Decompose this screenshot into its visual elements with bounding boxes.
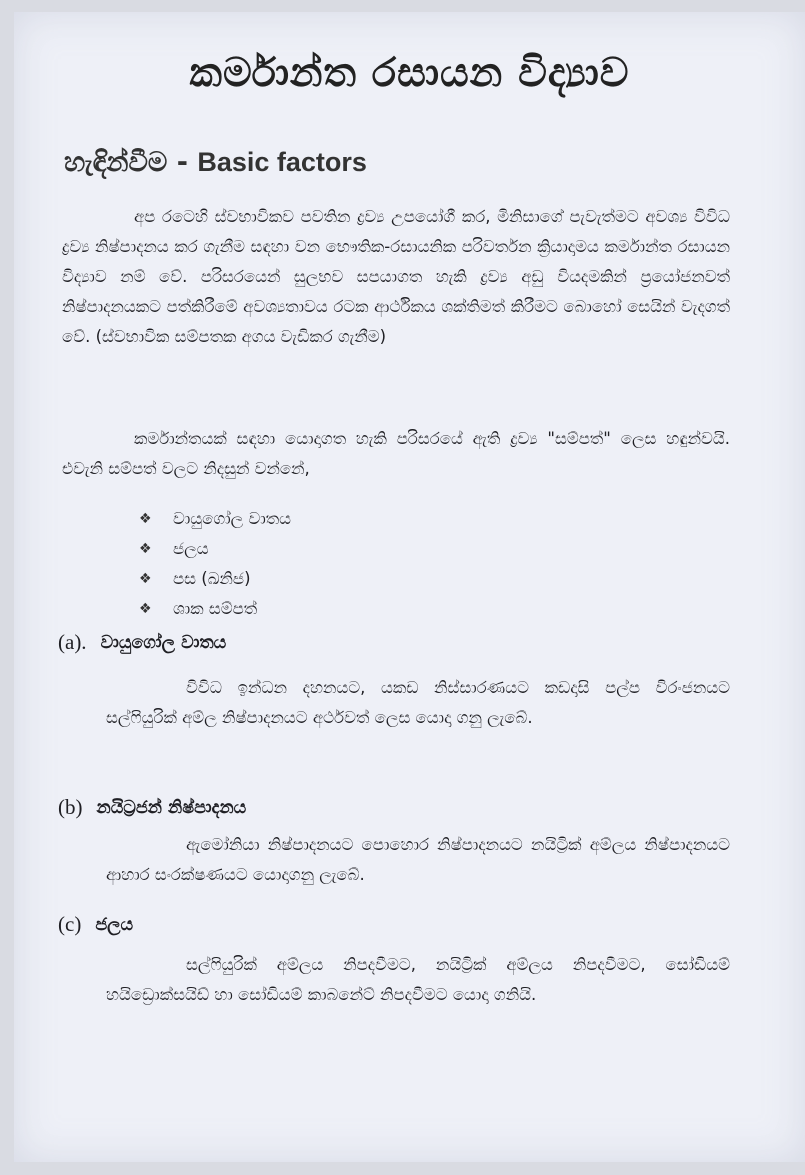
list-item-text: ශාක සම්පත් — [173, 599, 258, 618]
subsection-text-b — [106, 830, 730, 890]
subsection-title: ජලය — [95, 914, 134, 935]
resources-paragraph-text: කර්මාන්තයක් සඳහා යොදාගත හැකි පරිසරයේ ඇති ද්‍රව්‍ය "සම්පත්" ලෙස හඳුන්වයි. එවැනි සම්පත් වලට නිදසුන් වන්නේ, — [62, 429, 730, 478]
intro-paragraph-text: අප රටෙහි ස්වභාවිකව පවතින ද්‍රව්‍ය උපයෝගී කර, මිනිසාගේ පැවැත්මට අවශ්‍ය විවිධ ද්‍රව්‍ය නිෂ්පාදනය කර ගැනීම සඳහා වන භෞතික-රසායනික පරිවර්තන ක්‍රියාදාමය කර්මාන්ත රසායන විද්‍යාව නම් වේ. පරිසරයෙන් සුලභව සපයාගත හැකි ද්‍රව්‍ය අඩු වියදමකින් ප්‍රයෝජනවත් නිෂ්පාදනයකට පත්කිරීමේ අවශ්‍යතාවය රටක ආර්ථිකය ශක්තිමත් කිරීමට බොහෝ සෙයින් වැදගත් වේ. (ස්වභාවික සම්පතක අගය වැඩිකර ගැනීම) — [62, 207, 730, 346]
diamond-bullet-icon: ❖ — [139, 571, 152, 587]
diamond-bullet-icon: ❖ — [139, 511, 152, 527]
heading-sinhala: හැඳින්වීම — [64, 147, 168, 178]
resources-paragraph — [62, 424, 730, 484]
subsection-body: සල්ෆියුරික් අම්ලය නිපදවීමට, නයිට්‍රික් අම්ලය නිපදවීමට, සෝඩියම් හයිඩ්‍රොක්සයිඩ් හා සෝඩියම් කාබනේට් නිපදවීමට යොදා ගනියි. — [106, 955, 730, 1004]
subsection-title: වායුගෝල වාතය — [100, 632, 227, 653]
subsection-text-a — [106, 673, 730, 733]
subsection-body: විවිධ ඉන්ධන දහනයට, යකඩ නිස්සාරණයට කඩදාසි පල්ප විරංජනයට සල්ෆියුරික් අම්ල නිෂ්පාදනයට අර්ථවත් ලෙස යොදා ගනු ලැබේ. — [106, 678, 730, 727]
subsection-text-c — [106, 950, 730, 1010]
list-item-text: පස (ඛනිජ) — [173, 569, 251, 588]
heading-dash: - — [167, 147, 198, 178]
heading-english: Basic factors — [197, 147, 367, 177]
intro-paragraph — [62, 202, 730, 352]
page-title: කර්මාන්ත රසායන විද්‍යාව — [189, 50, 630, 96]
list-item-text: ජලය — [173, 539, 209, 558]
subsection-body: ඇමෝනියා නිෂ්පාදනයට පොහොර නිෂ්පාදනයට නයිට්‍රික් අම්ලය නිෂ්පාදනයට ආහාර සංරක්ෂණයට යොදාගනු ලැබේ. — [106, 835, 730, 884]
diamond-bullet-icon: ❖ — [139, 601, 152, 617]
list-item-text: වායුගෝල වාතය — [173, 509, 292, 528]
subsection-label: (c) — [58, 912, 82, 936]
document-page — [14, 12, 805, 1162]
subsection-label: (b) — [58, 795, 83, 819]
resource-list — [139, 504, 291, 624]
list-item — [139, 504, 291, 534]
subsection-title: නයිට්‍රජන් නිෂ්පාදනය — [96, 797, 247, 818]
list-item — [139, 594, 291, 624]
subsection-heading-a — [58, 630, 226, 655]
subsection-heading-c — [58, 912, 133, 937]
list-item — [139, 564, 291, 594]
subsection-heading-b — [58, 795, 246, 820]
section-heading — [64, 147, 367, 179]
subsection-label: (a). — [58, 630, 87, 654]
list-item — [139, 534, 291, 564]
diamond-bullet-icon: ❖ — [139, 541, 152, 557]
